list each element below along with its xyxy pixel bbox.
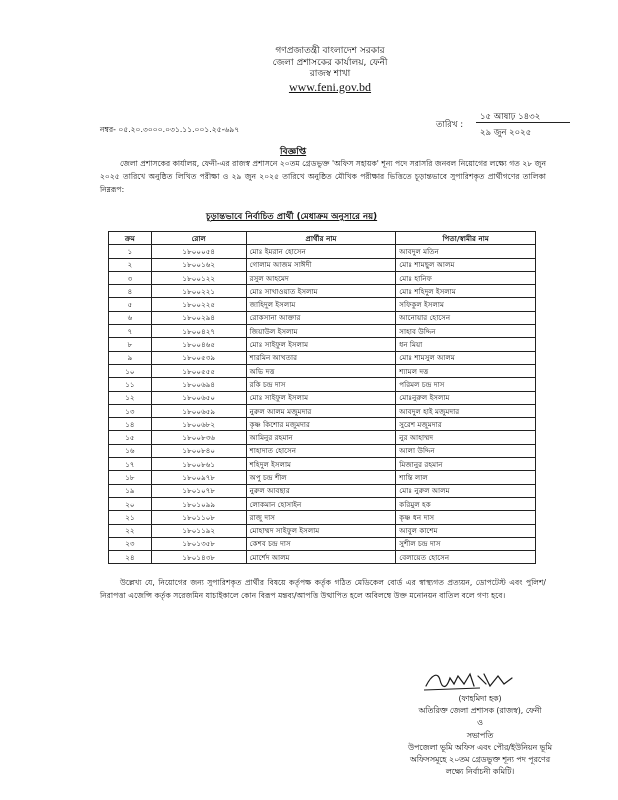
signature-mark	[420, 668, 520, 694]
cell-roll: ১৮০০২২৫	[151, 298, 246, 311]
cell-candidate-name: মোঃ ইমরান হোসেন	[246, 245, 396, 258]
notice-title: বিজ্ঞপ্তি	[280, 147, 307, 157]
table-row	[109, 524, 536, 537]
table-title: চূড়ান্তভাবে নির্বাচিত প্রার্থী (মেধাক্রম অনুসারে নয়)	[206, 212, 378, 222]
memo-number: নম্বর- ০৫.২০.৩০০০.০৩১.১১.০০১.২৫-৬৯৭	[100, 125, 240, 134]
cell-roll: ১৮০০৮৪০	[151, 444, 246, 457]
table-row	[109, 364, 536, 377]
table-row	[109, 404, 536, 417]
cell-candidate-name: রোকসানা আক্তার	[246, 311, 396, 324]
cell-roll: ১৮০০৬৫০	[151, 391, 246, 404]
signatory-name: (ফাহমিদা হক)	[458, 694, 502, 703]
date-divider	[476, 122, 570, 123]
cell-roll: ১৮০০৫৫৫	[151, 364, 246, 377]
cell-roll: ১৮০০২২১	[151, 285, 246, 298]
header-roll: রোল	[151, 232, 246, 245]
cell-candidate-name: মোর্শেদ আলম	[246, 551, 396, 564]
intro-paragraph: জেলা প্রশাসকের কার্যালয়, ফেনী-এর রাজস্ব প্রশাসনে ২০তম গ্রেডভুক্ত 'অফিস সহায়ক' শূন্য পদে সরাসরি জনবল নিয়োগের লক্ষ্যে গত ২৮ জুন ২০২৫ তারিখে অনুষ্ঠিত লিখিত পরীক্ষা ও ২৯ জুন ২০২৫ তারিখে অনুষ্ঠিত মৌখিক পরীক্ষার ভিত্তিতে চূড়ান্তভাবে সুপারিশকৃত প্রার্থীগণের তালিকা নিম্নরূপ:	[100, 159, 546, 194]
table-row	[109, 431, 536, 444]
cell-serial: ২০	[109, 497, 152, 510]
cell-roll: ১৮০০৫৩৯	[151, 351, 246, 364]
cell-guardian-name: ধন মিয়া	[396, 338, 536, 351]
cell-guardian-name: মিজানুর রহমান	[396, 458, 536, 471]
cell-roll: ১৮০০১৬২	[151, 258, 246, 271]
cell-serial: ১৭	[109, 458, 152, 471]
cell-candidate-name: কৃষ্ণ কিশোর মজুমদার	[246, 418, 396, 431]
signatory-block	[380, 693, 580, 778]
branch-name: রাজস্ব শাখা	[309, 69, 351, 79]
cell-serial: ১৪	[109, 418, 152, 431]
cell-candidate-name: অপু চন্দ্র শীল	[246, 471, 396, 484]
cell-roll: ১৮০১৩৫৮	[151, 537, 246, 550]
cell-roll: ১৮০০৯৭৮	[151, 471, 246, 484]
table-row	[109, 325, 536, 338]
cell-roll: ১৮০১০৭৮	[151, 484, 246, 497]
date-english: ২৯ জুন ২০২৫	[480, 128, 532, 138]
signatory-title: অতিরিক্ত জেলা প্রশাসক (রাজস্ব), ফেনী	[418, 706, 542, 716]
header-guardian-name: পিতা/স্বামীর নাম	[396, 232, 536, 245]
cell-candidate-name: জাহিদুল ইসলাম	[246, 298, 396, 311]
cell-candidate-name: কেশব চন্দ্র দাস	[246, 537, 396, 550]
cell-candidate-name: রাজু দাস	[246, 511, 396, 524]
cell-guardian-name: মোঃ শহিদুল ইসলাম	[396, 285, 536, 298]
table-row	[109, 418, 536, 431]
table-row	[109, 271, 536, 284]
cell-roll: ১৮০১১৯২	[151, 524, 246, 537]
cell-serial: ৭	[109, 325, 152, 338]
cell-roll: ১৮০১৪৩৮	[151, 551, 246, 564]
cell-guardian-name: বেলায়েত হোসেন	[396, 551, 536, 564]
cell-serial: ১৯	[109, 484, 152, 497]
office-name: জেলা প্রশাসকের কার্যালয়, ফেনী	[272, 57, 388, 68]
cell-guardian-name: শান্তি লাল	[396, 471, 536, 484]
cell-serial: ৮	[109, 338, 152, 351]
cell-candidate-name: মোহাম্মদ সাইফুল ইসলাম	[246, 524, 396, 537]
cell-roll: ১৮০০০৫৪	[151, 245, 246, 258]
cell-candidate-name: আমিনুর রহমান	[246, 431, 396, 444]
cell-serial: ১৮	[109, 471, 152, 484]
table-row	[109, 444, 536, 457]
cell-serial: ২২	[109, 524, 152, 537]
cell-serial: ৫	[109, 298, 152, 311]
cell-guardian-name: আবদুল হাই মজুমদার	[396, 404, 536, 417]
cell-candidate-name: জিয়াউল ইসলাম	[246, 325, 396, 338]
cell-serial: ১৩	[109, 404, 152, 417]
table-row	[109, 511, 536, 524]
letterhead	[230, 46, 430, 93]
table-row	[109, 351, 536, 364]
cell-serial: ১	[109, 245, 152, 258]
table-row	[109, 311, 536, 324]
website-link[interactable]: www.feni.gov.bd	[288, 79, 372, 94]
table-row	[109, 378, 536, 391]
committee-role: সভাপতি	[466, 730, 494, 740]
cell-candidate-name: মোঃ সাইফুল ইসলাম	[246, 391, 396, 404]
cell-candidate-name: নুরুল আবছার	[246, 484, 396, 497]
cell-serial: ২৪	[109, 551, 152, 564]
cell-guardian-name: সুশীল চন্দ্র দাস	[396, 537, 536, 550]
table-row	[109, 258, 536, 271]
table-row	[109, 551, 536, 564]
cell-serial: ৩	[109, 271, 152, 284]
table-row	[109, 391, 536, 404]
cell-roll: ১৮০১১০৮	[151, 511, 246, 524]
table-row	[109, 484, 536, 497]
cell-roll: ১৮০০২৯৪	[151, 311, 246, 324]
footnote-paragraph: উল্লেখ্য যে, নিয়োগের জন্য সুপারিশকৃত প্রার্থীর বিষয়ে কর্তৃপক্ষ কর্তৃক গঠিত মেডিকেল বোর্ড এর স্বাস্থ্যগত প্রত্যয়ন, ডোপটেস্ট এবং পুলিশ/নিরাপত্তা এজেন্সি কর্তৃক সরেজমিন যাচাইকালে কোন বিরূপ মন্তব্য/আপত্তি উত্থাপিত হলে অবিলম্বে উক্ত মনোনয়ন বাতিল বলে গণ্য হবে।	[100, 578, 546, 600]
table-row	[109, 497, 536, 510]
cell-candidate-name: অভি দত্ত	[246, 364, 396, 377]
table-row	[109, 338, 536, 351]
table-row	[109, 245, 536, 258]
cell-serial: ১৬	[109, 444, 152, 457]
cell-serial: ২৩	[109, 537, 152, 550]
table-row	[109, 458, 536, 471]
cell-guardian-name: আনোয়ার হোসেন	[396, 311, 536, 324]
cell-guardian-name: পরিমল চন্দ্র দাস	[396, 378, 536, 391]
cell-serial: ১২	[109, 391, 152, 404]
date-bangla: ১৫ আষাঢ় ১৪৩২	[480, 112, 541, 122]
table-row	[109, 298, 536, 311]
cell-candidate-name: শারমিন আখতার	[246, 351, 396, 364]
govt-name: গণপ্রজাতন্ত্রী বাংলাদেশ সরকার	[275, 46, 385, 56]
cell-guardian-name: মোঃনুরুল ইসলাম	[396, 391, 536, 404]
cell-guardian-name: সফিকুল ইসলাম	[396, 298, 536, 311]
cell-guardian-name: আবুল কাশেম	[396, 524, 536, 537]
table-row	[109, 471, 536, 484]
header-candidate-name: প্রার্থীর নাম	[246, 232, 396, 245]
cell-roll: ১৮০০৬৯৪	[151, 378, 246, 391]
cell-serial: ৪	[109, 285, 152, 298]
date-label: তারিখ :	[436, 120, 464, 130]
cell-guardian-name: সাহাব উদ্দিন	[396, 325, 536, 338]
cell-candidate-name: রকি চন্দ্র দাস	[246, 378, 396, 391]
table-header-row	[109, 232, 536, 245]
cell-guardian-name: আলা উদ্দিন	[396, 444, 536, 457]
cell-candidate-name: শহিদুল ইসলাম	[246, 458, 396, 471]
cell-candidate-name: লোকমান হোসাইন	[246, 497, 396, 510]
cell-candidate-name: রসুল আহমেদ	[246, 271, 396, 284]
cell-roll: ১৮০১০৯৯	[151, 497, 246, 510]
cell-candidate-name: নুরুল আলম মজুমদার	[246, 404, 396, 417]
cell-guardian-name: শ্যামল দত্ত	[396, 364, 536, 377]
cell-serial: ১০	[109, 364, 152, 377]
cell-candidate-name: মোঃ সাখাওয়াত ইসলাম	[246, 285, 396, 298]
committee-line-1: উপজেলা ভূমি অফিস এবং পৌর/ইউনিয়ন ভূমি	[408, 742, 552, 752]
cell-guardian-name: মোঃ শামছুল আলম	[396, 258, 536, 271]
header-serial: ক্রম	[109, 232, 152, 245]
cell-guardian-name: কৃষ্ণ ধন দাস	[396, 511, 536, 524]
cell-guardian-name: মোঃ হানিফ	[396, 271, 536, 284]
cell-serial: ১৫	[109, 431, 152, 444]
cell-roll: ১৮০০৮৩৬	[151, 431, 246, 444]
cell-candidate-name: গোলাম আজম সাঈদী	[246, 258, 396, 271]
cell-guardian-name: মোঃ নুরুল আলম	[396, 484, 536, 497]
cell-guardian-name: করিমুল হক	[396, 497, 536, 510]
cell-guardian-name: সুরেশ মজুমদার	[396, 418, 536, 431]
committee-line-3: লক্ষ্যে নির্বাচনী কমিটি।	[445, 767, 515, 777]
table-row	[109, 285, 536, 298]
cell-serial: ৯	[109, 351, 152, 364]
cell-serial: ১১	[109, 378, 152, 391]
selected-candidates-table	[108, 231, 536, 564]
cell-roll: ১৮০০৬৮২	[151, 418, 246, 431]
cell-candidate-name: মোঃ সাইফুল ইসলাম	[246, 338, 396, 351]
committee-line-2: অফিসসমূহে ২০তম গ্রেডভুক্ত শূন্য পদ পূরণের	[409, 755, 550, 765]
cell-serial: ২১	[109, 511, 152, 524]
cell-roll: ১৮০০৬৫৯	[151, 404, 246, 417]
cell-serial: ২	[109, 258, 152, 271]
cell-guardian-name: নুর আহাম্মদ	[396, 431, 536, 444]
cell-guardian-name: মোঃ শামসুল আলম	[396, 351, 536, 364]
cell-candidate-name: শাহাদাত হোসেন	[246, 444, 396, 457]
table-row	[109, 537, 536, 550]
cell-roll: ১৮০০৮৬১	[151, 458, 246, 471]
cell-roll: ১৮০০৪২৭	[151, 325, 246, 338]
cell-serial: ৬	[109, 311, 152, 324]
cell-roll: ১৮০০১২২	[151, 271, 246, 284]
cell-guardian-name: আবদুল মতিন	[396, 245, 536, 258]
signatory-conjunction: ও	[477, 718, 483, 728]
cell-roll: ১৮০০৪৬৫	[151, 338, 246, 351]
